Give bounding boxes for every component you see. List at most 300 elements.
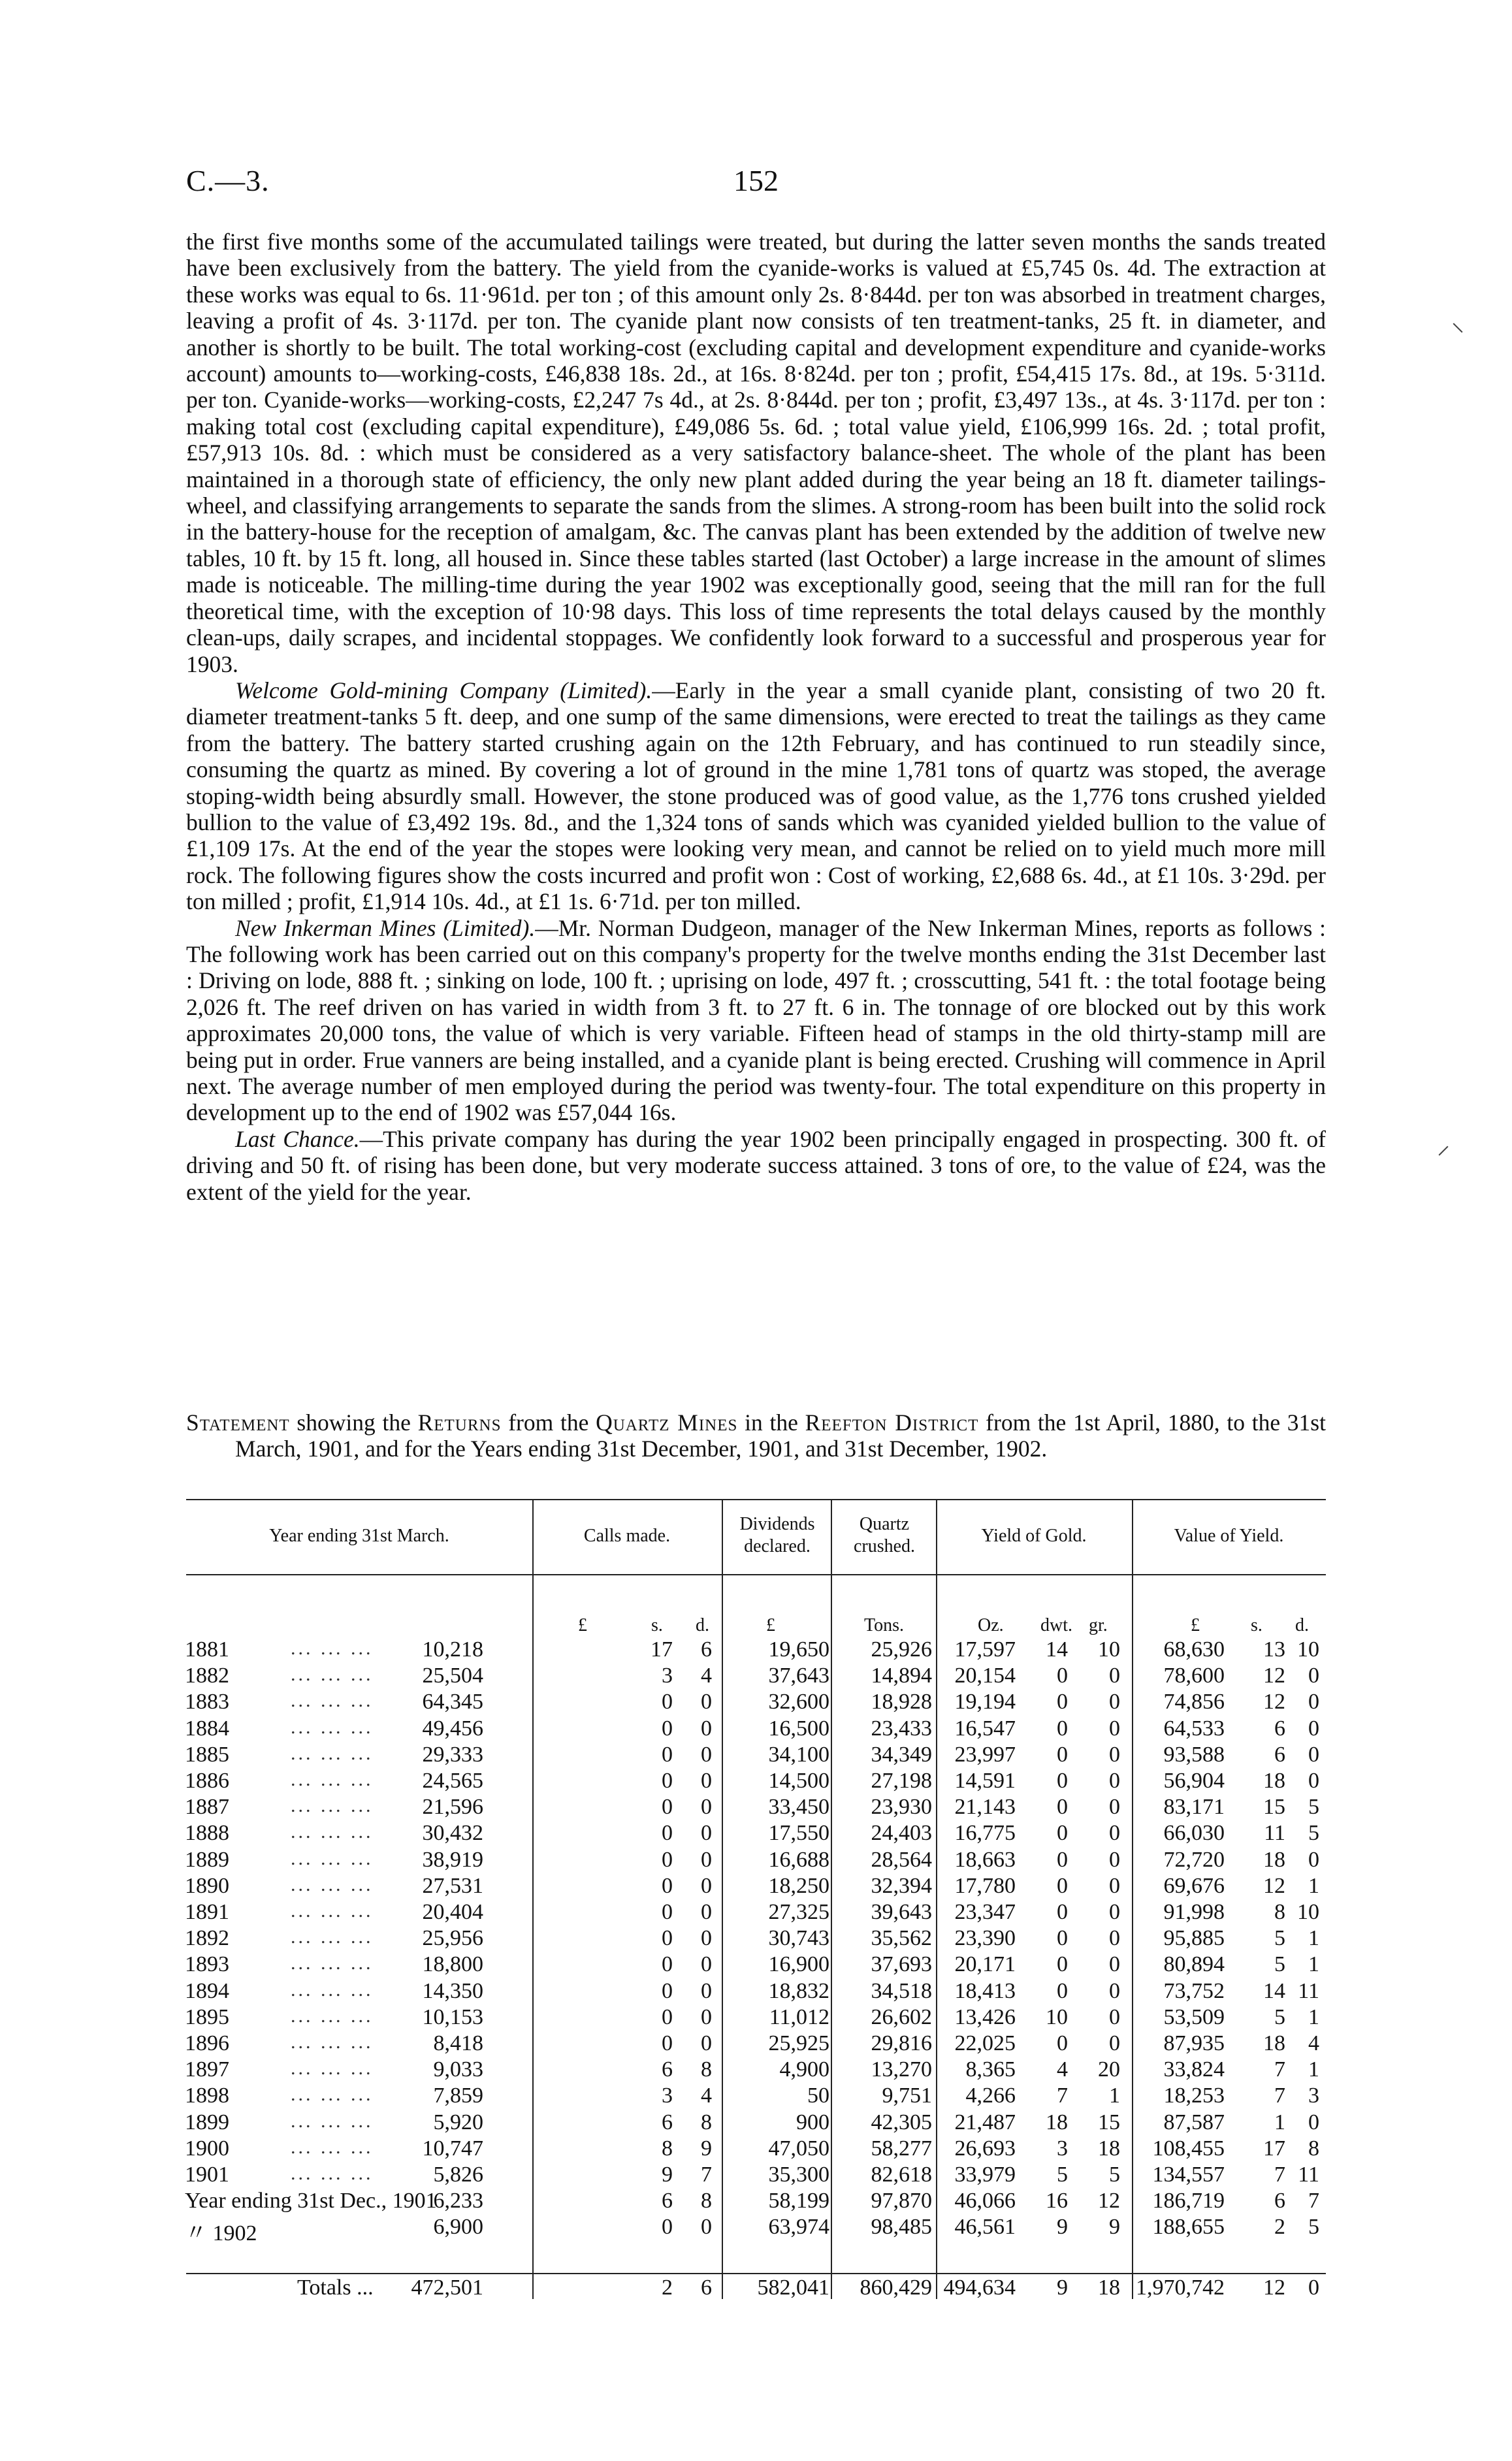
cell-calls-shillings: 0 <box>662 1900 673 1924</box>
cell-calls-pence: 0 <box>701 1690 712 1714</box>
cell-dividends: 35,300 <box>768 2163 829 2187</box>
cell-quartz: 39,643 <box>871 1900 932 1924</box>
returns-table <box>180 1499 1326 2299</box>
cell-value-pounds: 83,171 <box>1163 1795 1225 1820</box>
cell-gold-gr: 0 <box>1109 1716 1120 1741</box>
cell-gold-oz: 20,171 <box>954 1952 1016 1977</box>
cell-value-pence: 0 <box>1308 1716 1319 1741</box>
section-title: Last Chance. <box>235 1125 360 1152</box>
cell-gold-gr: 0 <box>1109 1926 1120 1951</box>
row-year: 1899 <box>185 2110 229 2134</box>
cell-value-pounds: 64,533 <box>1163 1716 1225 1741</box>
cell-value-pounds: 74,856 <box>1163 1690 1225 1714</box>
cell-gold-gr: 9 <box>1109 2215 1120 2240</box>
cell-value-shillings: 18 <box>1263 2031 1285 2055</box>
table-row <box>180 2136 1326 2163</box>
cell-calls-pence: 8 <box>701 2189 712 2213</box>
cell-gold-oz: 14,591 <box>954 1769 1016 1793</box>
cell-value-pence: 10 <box>1297 1637 1319 1662</box>
cell-value-pence: 10 <box>1297 1900 1319 1924</box>
cell-value-shillings: 5 <box>1274 2004 1285 2029</box>
section-welcome <box>186 677 1326 915</box>
cell-value-pounds: 73,752 <box>1163 1978 1225 2003</box>
cell-quartz: 24,403 <box>871 1821 932 1846</box>
cell-gold-gr: 0 <box>1109 1795 1120 1820</box>
cell-gold-dwt: 0 <box>1057 2031 1068 2055</box>
table-row <box>180 2057 1326 2083</box>
cell-gold-gr: 0 <box>1109 1900 1120 1924</box>
cell-value-pounds: 78,600 <box>1163 1664 1225 1688</box>
cell-gold-gr: 0 <box>1109 1978 1120 2003</box>
cell-gold-gr: 0 <box>1109 1690 1120 1714</box>
cell-calls-pence: 6 <box>701 1637 712 1662</box>
cell-dividends: 19,650 <box>768 1637 829 1662</box>
cell-gold-dwt: 7 <box>1057 2083 1068 2108</box>
report-reference: C.—3. <box>186 164 270 197</box>
row-year: 1885 <box>185 1742 229 1767</box>
cell-gold-dwt: 0 <box>1057 1952 1068 1977</box>
cell-value-shillings: 1 <box>1274 2110 1285 2134</box>
cell-gold-gr: 0 <box>1109 1742 1120 1767</box>
cell-value-shillings: 6 <box>1274 1716 1285 1741</box>
row-year: 1888 <box>185 1821 229 1846</box>
cell-gold-gr: 0 <box>1109 1821 1120 1846</box>
table-row <box>180 2215 1326 2246</box>
cell-gold-oz: 21,143 <box>954 1795 1016 1820</box>
row-year: 1887 <box>185 1795 229 1820</box>
cell-quartz: 14,894 <box>871 1664 932 1688</box>
leader-dots: ... ... ... <box>291 1926 374 1948</box>
table-row <box>180 1900 1326 1926</box>
cell-value-shillings: 14 <box>1263 1978 1285 2003</box>
cell-gold-gr: 0 <box>1109 2031 1120 2055</box>
cell-calls-pounds: 10,153 <box>422 2004 483 2029</box>
cell-calls-pence: 0 <box>701 1873 712 1898</box>
cell-value-pence: 5 <box>1308 1795 1319 1820</box>
cell-value-pence: 5 <box>1308 2215 1319 2240</box>
cell-calls-shillings: 0 <box>662 1690 673 1714</box>
totals-calls-pounds: 472,501 <box>411 2276 483 2300</box>
cell-gold-dwt: 3 <box>1057 2136 1068 2161</box>
cell-quartz: 34,349 <box>871 1742 932 1767</box>
totals-row <box>180 2273 1326 2299</box>
cell-quartz: 34,518 <box>871 1978 932 2003</box>
table-row <box>180 2005 1326 2031</box>
cell-calls-shillings: 0 <box>662 1926 673 1951</box>
cell-value-pounds: 69,676 <box>1163 1873 1225 1898</box>
cell-calls-shillings: 0 <box>662 1716 673 1741</box>
leader-dots: ... ... ... <box>291 2083 374 2106</box>
cell-value-pence: 1 <box>1308 2004 1319 2029</box>
unit-calls-shillings: s. <box>651 1615 663 1635</box>
cell-gold-oz: 21,487 <box>954 2110 1016 2134</box>
row-year: 1901 <box>185 2163 229 2187</box>
cell-quartz: 13,270 <box>871 2057 932 2082</box>
cell-gold-oz: 16,775 <box>954 1821 1016 1846</box>
cell-dividends: 4,900 <box>779 2057 829 2082</box>
section-new-inkerman <box>186 915 1326 1126</box>
header-dividends: Dividends declared. <box>739 1514 815 1556</box>
cell-value-pence: 8 <box>1308 2136 1319 2161</box>
table-row <box>180 1821 1326 1847</box>
cell-value-pence: 11 <box>1298 2163 1319 2187</box>
cell-gold-gr: 10 <box>1098 1637 1120 1662</box>
cell-gold-oz: 19,194 <box>954 1690 1016 1714</box>
cell-dividends: 37,643 <box>768 1664 829 1688</box>
cell-calls-shillings: 0 <box>662 1873 673 1898</box>
cell-calls-shillings: 3 <box>662 1664 673 1688</box>
cell-calls-shillings: 0 <box>662 1742 673 1767</box>
leader-dots: ... ... ... <box>291 1952 374 1974</box>
section-text: —Early in the year a small cyanide plant, consisting of two 20 ft. diameter treatment-tanks 5 ft. deep, and one sump of the same dimensions, were erected to treat the tailings as they came from the battery. The battery started crushing again on the 12th February, and has continued to run steadily since, consuming the quartz as mined. By covering a lot of ground in the mine 1,781 tons of quartz was stoped, the average stoping-width being absurdly small. However, the stone produced was of good value, as the 1,776 tons crushed yielded bullion to the value of £3,492 19s. 8d., and the 1,324 tons of sands which was cyanided yielded bullion to the value of £1,109 17s. At the end of the year the stopes were looking very mean, and cannot be relied on to yield much more mill rock. The following figures show the costs incurred and profit won : Cost of working, £2,688 6s. 4d., at £1 10s. 3·29d. per ton milled ; profit, £1,914 10s. 4d., at £1 1s. 6·71d. per ton milled. <box>186 677 1326 915</box>
cell-dividends: 17,550 <box>768 1821 829 1846</box>
row-year: 1895 <box>185 2004 229 2029</box>
leader-dots: ... ... ... <box>291 1716 374 1738</box>
cell-gold-dwt: 0 <box>1057 1900 1068 1924</box>
cell-calls-shillings: 0 <box>662 1847 673 1872</box>
unit-calls-pence: d. <box>696 1615 709 1635</box>
cell-quartz: 9,751 <box>882 2083 932 2108</box>
page-header <box>186 163 1326 216</box>
leader-dots: ... ... ... <box>291 1821 374 1843</box>
cell-calls-pounds: 38,919 <box>422 1847 483 1872</box>
cell-calls-pounds: 64,345 <box>422 1690 483 1714</box>
cell-gold-gr: 1 <box>1109 2083 1120 2108</box>
row-year: 1898 <box>185 2083 229 2108</box>
cell-value-pence: 0 <box>1308 1769 1319 1793</box>
cell-gold-oz: 17,597 <box>954 1637 1016 1662</box>
cell-value-pounds: 87,587 <box>1163 2110 1225 2134</box>
cell-value-shillings: 12 <box>1263 1690 1285 1714</box>
unit-quartz-tons: Tons. <box>864 1615 905 1635</box>
cell-calls-pence: 0 <box>701 1847 712 1872</box>
cell-calls-pounds: 6,900 <box>433 2215 483 2240</box>
cell-gold-dwt: 0 <box>1057 1978 1068 2003</box>
cell-value-shillings: 6 <box>1274 2189 1285 2213</box>
cell-dividends: 14,500 <box>768 1769 829 1793</box>
cell-quartz: 23,930 <box>871 1795 932 1820</box>
cell-value-shillings: 12 <box>1263 1873 1285 1898</box>
cell-gold-oz: 18,663 <box>954 1847 1016 1872</box>
cell-gold-oz: 46,561 <box>954 2215 1016 2240</box>
leader-dots: ... ... ... <box>291 2057 374 2080</box>
leader-dots: ... ... ... <box>291 1769 374 1790</box>
cell-calls-shillings: 0 <box>662 2004 673 2029</box>
leader-dots: ... ... ... <box>291 1795 374 1817</box>
unit-calls-pounds: £ <box>578 1615 587 1635</box>
cell-dividends: 34,100 <box>768 1742 829 1767</box>
cell-value-pence: 3 <box>1308 2083 1319 2108</box>
cell-value-pounds: 53,509 <box>1163 2004 1225 2029</box>
row-year: 1884 <box>185 1716 229 1741</box>
cell-value-pence: 4 <box>1308 2031 1319 2055</box>
leader-dots: ... ... ... <box>291 2004 374 2027</box>
cell-gold-oz: 23,997 <box>954 1742 1016 1767</box>
cell-calls-pence: 0 <box>701 2031 712 2055</box>
table-row <box>180 2163 1326 2189</box>
table-row <box>180 1874 1326 1900</box>
unit-value-shillings: s. <box>1251 1615 1263 1635</box>
cell-value-shillings: 11 <box>1264 1821 1285 1846</box>
header-year: Year ending 31st March. <box>269 1526 449 1546</box>
totals-value-pounds: 1,970,742 <box>1136 2276 1225 2300</box>
section-title: New Inkerman Mines (Limited). <box>235 914 536 941</box>
cell-value-pence: 7 <box>1308 2189 1319 2213</box>
cell-gold-dwt: 5 <box>1057 2163 1068 2187</box>
cell-value-shillings: 6 <box>1274 1742 1285 1767</box>
cell-value-pounds: 56,904 <box>1163 1769 1225 1793</box>
cell-dividends: 58,199 <box>768 2189 829 2213</box>
cell-value-shillings: 7 <box>1274 2057 1285 2082</box>
cell-dividends: 63,974 <box>768 2215 829 2240</box>
cell-value-shillings: 18 <box>1263 1769 1285 1793</box>
cell-dividends: 47,050 <box>768 2136 829 2161</box>
cell-calls-pounds: 10,218 <box>422 1637 483 1662</box>
cell-calls-pence: 8 <box>701 2110 712 2134</box>
cell-gold-dwt: 4 <box>1057 2057 1068 2082</box>
cell-calls-pence: 0 <box>701 1900 712 1924</box>
cell-calls-pounds: 24,565 <box>422 1769 483 1793</box>
cell-value-pence: 11 <box>1298 1978 1319 2003</box>
cell-calls-pounds: 49,456 <box>422 1716 483 1741</box>
cell-gold-gr: 20 <box>1098 2057 1120 2082</box>
row-year: 1883 <box>185 1690 229 1714</box>
cell-calls-pence: 0 <box>701 1978 712 2003</box>
cell-calls-pence: 4 <box>701 2083 712 2108</box>
cell-gold-oz: 23,347 <box>954 1900 1016 1924</box>
section-last-chance <box>186 1126 1326 1205</box>
cell-dividends: 18,832 <box>768 1978 829 2003</box>
cell-value-pence: 0 <box>1308 2110 1319 2134</box>
row-year: 1882 <box>185 1664 229 1688</box>
cell-calls-pounds: 25,956 <box>422 1926 483 1951</box>
cell-gold-dwt: 18 <box>1046 2110 1068 2134</box>
cell-calls-pounds: 7,859 <box>433 2083 483 2108</box>
margin-mark: ⸌ <box>1451 318 1464 347</box>
cell-gold-oz: 33,979 <box>954 2163 1016 2187</box>
cell-gold-gr: 0 <box>1109 1664 1120 1688</box>
cell-calls-pounds: 10,747 <box>422 2136 483 2161</box>
cell-calls-shillings: 6 <box>662 2110 673 2134</box>
cell-value-pounds: 93,588 <box>1163 1742 1225 1767</box>
unit-oz: Oz. <box>978 1615 1004 1635</box>
cell-calls-pence: 4 <box>701 1664 712 1688</box>
leader-dots: ... ... ... <box>291 1847 374 1869</box>
cell-value-shillings: 18 <box>1263 1847 1285 1872</box>
cell-calls-pence: 9 <box>701 2136 712 2161</box>
leader-dots: ... ... ... <box>291 2136 374 2158</box>
cell-value-shillings: 2 <box>1274 2215 1285 2240</box>
cell-dividends: 900 <box>796 2110 829 2134</box>
cell-value-shillings: 12 <box>1263 1664 1285 1688</box>
cell-quartz: 42,305 <box>871 2110 932 2134</box>
cell-calls-pounds: 27,531 <box>422 1873 483 1898</box>
cell-dividends: 16,688 <box>768 1847 829 1872</box>
cell-value-pounds: 66,030 <box>1163 1821 1225 1846</box>
section-text: —Mr. Norman Dudgeon, manager of the New Inkerman Mines, reports as follows : The following work has been carried out on this company's property for the twelve months ending the 31st December last : Driving on lode, 888 ft. ; sinking on lode, 100 ft. ; uprising on lode, 497 ft. ; crosscutting, 541 ft. : the total footage being 2,026 ft. The reef driven on has varied in width from 3 ft. to 27 ft. 6 in. The tonnage of ore blocked out by this work approximates 20,000 tons, the value of which is very variable. Fifteen head of stamps in the old thirty-stamp mill are being put in order. Frue vanners are being installed, and a cyanide plant is being erected. Crushing will commence in April next. The average number of men employed during the period was twenty-four. The total expenditure on this property in development up to the end of 1902 was £57,044 16s. <box>186 914 1326 1126</box>
cell-dividends: 27,325 <box>768 1900 829 1924</box>
cell-calls-shillings: 0 <box>662 2031 673 2055</box>
cell-value-pounds: 188,655 <box>1152 2215 1225 2240</box>
cell-quartz: 97,870 <box>871 2189 932 2213</box>
totals-dwt: 9 <box>1057 2276 1068 2300</box>
cell-value-pounds: 134,557 <box>1152 2163 1225 2187</box>
leader-dots: ... ... ... <box>291 1664 374 1686</box>
totals-dividends: 582,041 <box>757 2276 829 2300</box>
leader-dots: ... ... ... <box>291 2110 374 2132</box>
cell-gold-oz: 22,025 <box>954 2031 1016 2055</box>
cell-value-shillings: 7 <box>1274 2083 1285 2108</box>
cell-gold-dwt: 0 <box>1057 1742 1068 1767</box>
table-row <box>180 1690 1326 1716</box>
leader-dots: ... ... ... <box>291 2163 374 2184</box>
cell-gold-dwt: 10 <box>1046 2004 1068 2029</box>
cell-gold-oz: 26,693 <box>954 2136 1016 2161</box>
cell-value-pence: 1 <box>1308 2057 1319 2082</box>
cell-calls-shillings: 0 <box>662 1978 673 2003</box>
cell-dividends: 11,012 <box>769 2004 829 2029</box>
cell-gold-dwt: 0 <box>1057 1873 1068 1898</box>
table-row <box>180 1952 1326 1978</box>
section-title: Welcome Gold-mining Company (Limited). <box>235 677 652 703</box>
leader-dots: ... ... ... <box>291 2031 374 2053</box>
cell-calls-pounds: 6,233 <box>433 2189 483 2213</box>
table-row <box>180 1716 1326 1743</box>
cell-value-pounds: 91,998 <box>1163 1900 1225 1924</box>
cell-gold-oz: 16,547 <box>954 1716 1016 1741</box>
cell-value-pounds: 72,720 <box>1163 1847 1225 1872</box>
cell-value-pence: 1 <box>1308 1926 1319 1951</box>
cell-calls-pounds: 30,432 <box>422 1821 483 1846</box>
header-calls: Calls made. <box>583 1526 671 1546</box>
cell-calls-pounds: 8,418 <box>433 2031 483 2055</box>
cell-calls-pounds: 5,826 <box>433 2163 483 2187</box>
cell-gold-gr: 18 <box>1098 2136 1120 2161</box>
totals-value-shillings: 12 <box>1263 2276 1285 2300</box>
cell-value-shillings: 5 <box>1274 1926 1285 1951</box>
cell-value-pence: 0 <box>1308 1664 1319 1688</box>
cell-gold-dwt: 0 <box>1057 1769 1068 1793</box>
cell-value-pounds: 33,824 <box>1163 2057 1225 2082</box>
leader-dots: ... ... ... <box>291 1637 374 1659</box>
cell-calls-shillings: 6 <box>662 2057 673 2082</box>
totals-value-pence: 0 <box>1308 2276 1319 2300</box>
leader-dots: ... ... ... <box>291 1900 374 1922</box>
cell-value-pence: 1 <box>1308 1873 1319 1898</box>
cell-dividends: 33,450 <box>768 1795 829 1820</box>
cell-quartz: 32,394 <box>871 1873 932 1898</box>
table-row <box>180 1664 1326 1690</box>
cell-value-pounds: 95,885 <box>1163 1926 1225 1951</box>
cell-gold-dwt: 16 <box>1046 2189 1068 2213</box>
table-row <box>180 2031 1326 2057</box>
cell-gold-dwt: 9 <box>1057 2215 1068 2240</box>
totals-calls-pence: 6 <box>701 2276 712 2300</box>
header-gold: Yield of Gold. <box>981 1526 1087 1546</box>
cell-dividends: 32,600 <box>768 1690 829 1714</box>
cell-value-pence: 5 <box>1308 1821 1319 1846</box>
cell-gold-gr: 0 <box>1109 1952 1120 1977</box>
cell-calls-pence: 7 <box>701 2163 712 2187</box>
unit-gr: gr. <box>1089 1615 1108 1635</box>
cell-gold-oz: 23,390 <box>954 1926 1016 1951</box>
cell-value-shillings: 7 <box>1274 2163 1285 2187</box>
table-row <box>180 1926 1326 1952</box>
leader-dots: ... ... ... <box>291 1873 374 1895</box>
unit-value-pounds: £ <box>1191 1615 1200 1635</box>
row-year: 1886 <box>185 1769 229 1793</box>
cell-calls-pounds: 29,333 <box>422 1742 483 1767</box>
cell-calls-pence: 0 <box>701 1952 712 1977</box>
cell-value-pence: 1 <box>1308 1952 1319 1977</box>
row-year: 1892 <box>185 1926 229 1951</box>
cell-gold-dwt: 0 <box>1057 1716 1068 1741</box>
cell-calls-pence: 0 <box>701 1795 712 1820</box>
header-quartz: Quartz crushed. <box>853 1514 916 1556</box>
section-text: —This private company has during the year 1902 been principally engaged in prospecting. 300 ft. of driving and 50 ft. of rising has been done, but very moderate success attained. 3 tons of ore, to the value of £24, was the extent of the yield for the year. <box>186 1125 1326 1205</box>
cell-dividends: 25,925 <box>768 2031 829 2055</box>
cell-gold-dwt: 14 <box>1046 1637 1068 1662</box>
unit-dividends-pounds: £ <box>766 1615 775 1635</box>
cell-dividends: 18,250 <box>768 1873 829 1898</box>
leader-dots: ... ... ... <box>291 1690 374 1712</box>
cell-value-shillings: 17 <box>1263 2136 1285 2161</box>
table-row <box>180 1979 1326 2005</box>
cell-value-pence: 0 <box>1308 1742 1319 1767</box>
cell-calls-shillings: 3 <box>662 2083 673 2108</box>
body-text <box>186 229 1326 1205</box>
cell-calls-pounds: 9,033 <box>433 2057 483 2082</box>
unit-dwt: dwt. <box>1040 1615 1072 1635</box>
table-row <box>180 2189 1326 2215</box>
cell-calls-pounds: 21,596 <box>422 1795 483 1820</box>
cell-quartz: 98,485 <box>871 2215 932 2240</box>
cell-dividends: 16,900 <box>768 1952 829 1977</box>
cell-gold-gr: 0 <box>1109 2004 1120 2029</box>
cell-quartz: 37,693 <box>871 1952 932 1977</box>
cell-value-pence: 0 <box>1308 1690 1319 1714</box>
cell-calls-pence: 0 <box>701 1742 712 1767</box>
cell-dividends: 50 <box>807 2083 829 2108</box>
table-header-rule <box>186 1574 1326 1575</box>
cell-gold-dwt: 0 <box>1057 1926 1068 1951</box>
cell-calls-shillings: 6 <box>662 2189 673 2213</box>
row-year: 1896 <box>185 2031 229 2055</box>
cell-value-pence: 0 <box>1308 1847 1319 1872</box>
unit-value-pence: d. <box>1295 1615 1309 1635</box>
cell-calls-pence: 0 <box>701 1821 712 1846</box>
cell-value-shillings: 8 <box>1274 1900 1285 1924</box>
cell-dividends: 30,743 <box>768 1926 829 1951</box>
cell-calls-shillings: 0 <box>662 1952 673 1977</box>
cell-gold-gr: 0 <box>1109 1847 1120 1872</box>
cell-value-pounds: 68,630 <box>1163 1637 1225 1662</box>
cell-value-shillings: 5 <box>1274 1952 1285 1977</box>
table-row <box>180 1795 1326 1821</box>
leader-dots: ... ... ... <box>291 1742 374 1764</box>
table-row <box>180 1769 1326 1795</box>
cell-calls-pence: 0 <box>701 2004 712 2029</box>
cell-gold-oz: 13,426 <box>954 2004 1016 2029</box>
totals-calls-shillings: 2 <box>662 2276 673 2300</box>
table-row <box>180 1743 1326 1769</box>
cell-quartz: 28,564 <box>871 1847 932 1872</box>
table-row <box>180 1848 1326 1874</box>
cell-gold-gr: 0 <box>1109 1873 1120 1898</box>
cell-calls-shillings: 0 <box>662 1795 673 1820</box>
cell-value-pounds: 186,719 <box>1152 2189 1225 2213</box>
cell-value-pounds: 87,935 <box>1163 2031 1225 2055</box>
